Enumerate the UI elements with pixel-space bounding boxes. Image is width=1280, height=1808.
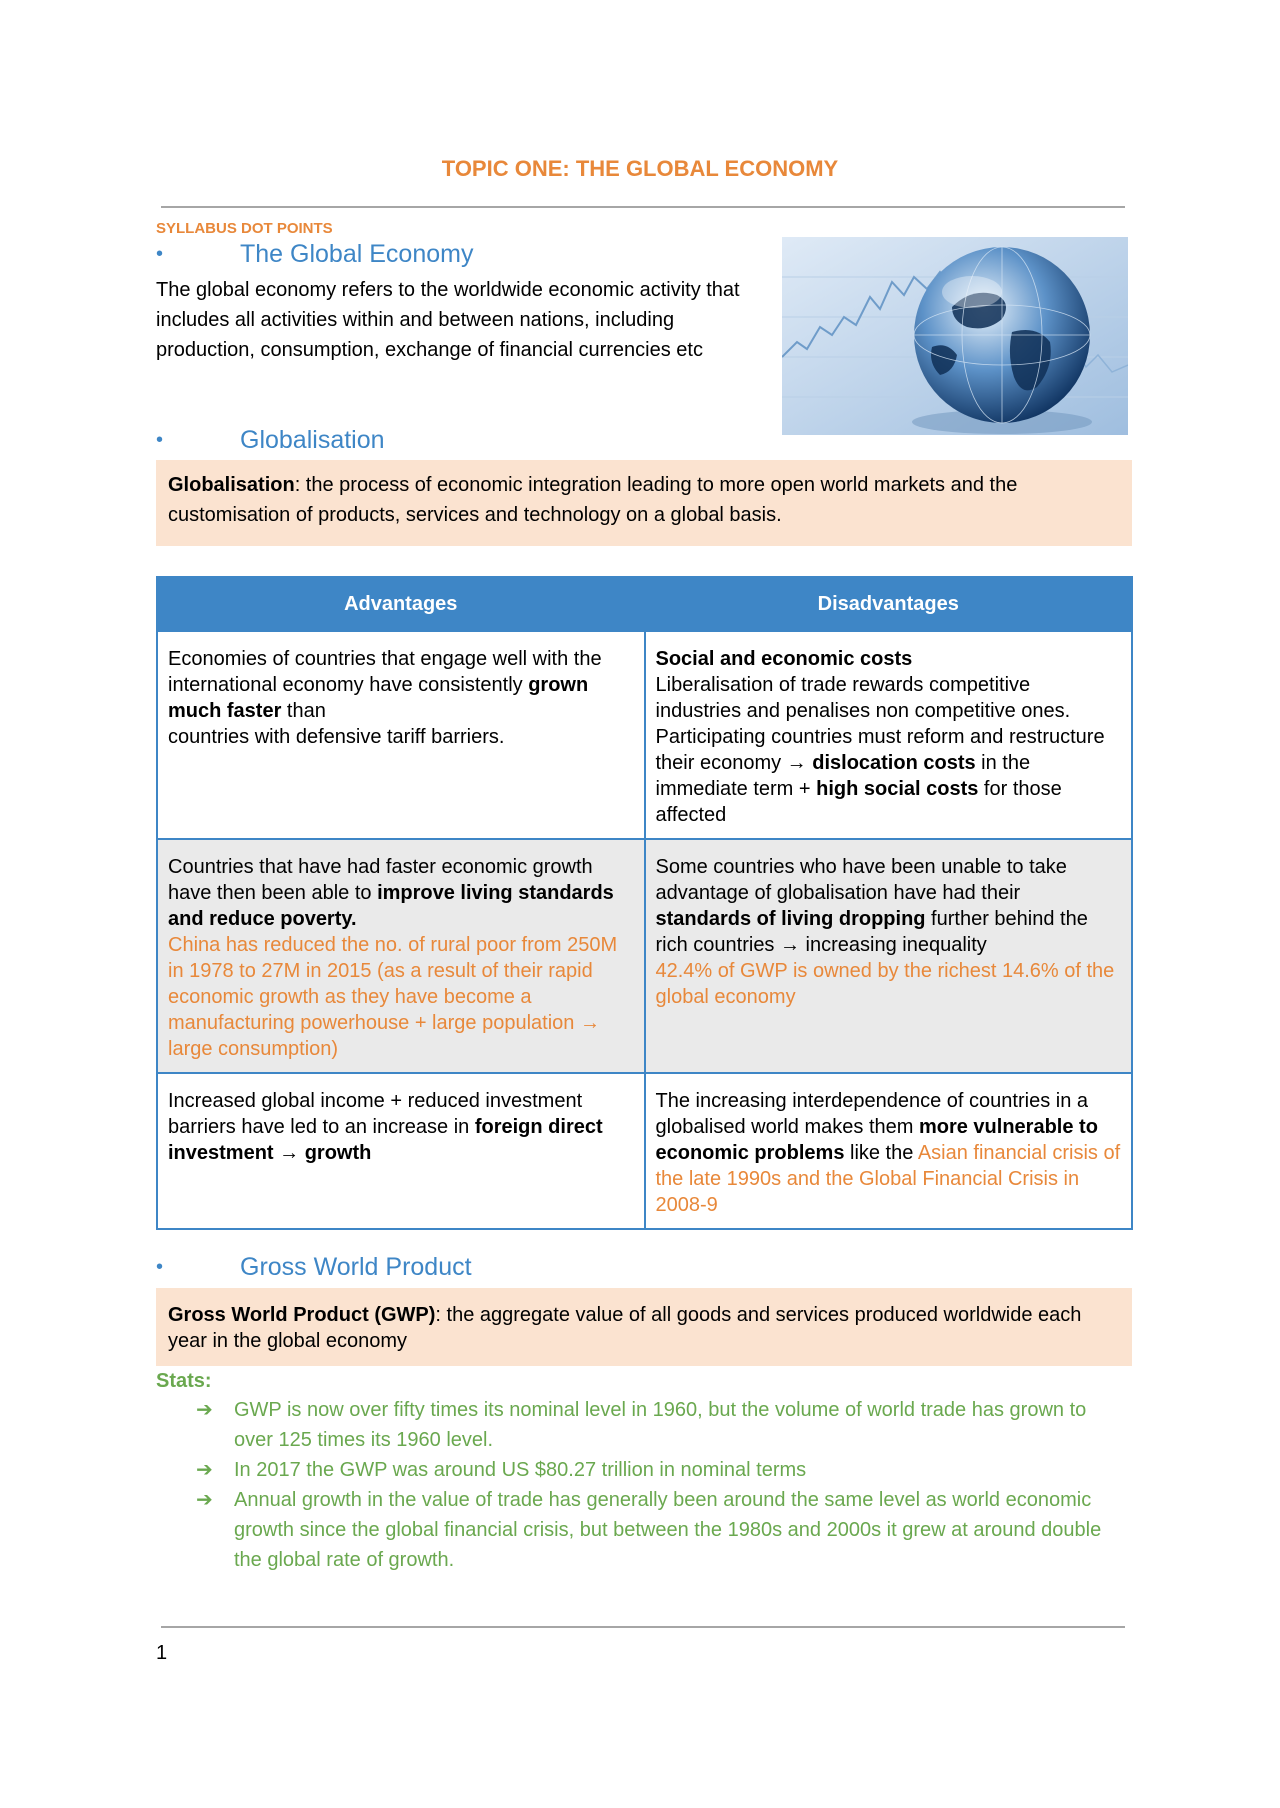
arrow-icon: ➔ — [196, 1489, 213, 1511]
cell-text: further behind the rich countries → increasing inequality — [655, 908, 1088, 956]
cell-bold: standards of living dropping — [655, 908, 926, 930]
top-divider — [161, 206, 1125, 208]
list-item — [196, 1395, 1126, 1455]
stat-text: In 2017 the GWP was around US $80.27 trillion in nominal terms — [234, 1459, 807, 1481]
cell-text: Economies of countries that engage well with the international economy have consistently — [168, 648, 602, 696]
header-disadvantages: Disadvantages — [645, 577, 1133, 631]
table-header-row — [157, 577, 1132, 631]
table-row — [157, 839, 1132, 1073]
globe-illustration — [782, 237, 1128, 435]
cell-bold: Social and economic costs — [655, 648, 913, 670]
gwp-definition-box — [156, 1288, 1132, 1366]
disadvantage-cell — [645, 839, 1133, 1073]
cell-text: like the — [844, 1142, 918, 1164]
cell-text: for those affected — [655, 778, 1062, 826]
syllabus-label: SYLLABUS DOT POINTS — [156, 220, 333, 237]
table-row — [157, 1073, 1132, 1229]
cell-text: Some countries who have been unable to take advantage of globalisation have had their — [655, 856, 1067, 904]
heading-globalisation — [156, 426, 385, 455]
global-economy-text: The global economy refers to the worldwide economic activity that includes all activities within and between nations, including production, consumption, exchange of financial currencies etc — [156, 279, 740, 361]
cell-bold: high social costs — [816, 778, 979, 800]
globe-image — [782, 237, 1128, 435]
heading-text: The Global Economy — [240, 240, 474, 268]
disadvantage-cell — [645, 631, 1133, 839]
disadvantage-cell — [645, 1073, 1133, 1229]
cell-bold: foreign direct investment → growth — [168, 1116, 603, 1164]
definition-text: : the process of economic integration leading to more open world markets and the customisation of products, services and technology on a global basis. — [168, 474, 1018, 526]
definition-term: Globalisation — [168, 474, 295, 496]
definition-text: : the aggregate value of all goods and services produced worldwide each year in the global economy — [168, 1304, 1082, 1352]
stat-text: Annual growth in the value of trade has generally been around the same level as world economic growth since the global financial crisis, but between the 1980s and 2000s it grew at around double the global rate of growth. — [234, 1489, 1102, 1571]
bullet: • — [156, 1256, 164, 1278]
cell-bold: dislocation costs — [812, 752, 976, 774]
stats-list — [196, 1395, 1126, 1575]
advantage-cell — [157, 631, 645, 839]
heading-text: Gross World Product — [240, 1253, 472, 1281]
cell-bold: more vulnerable to economic problems — [655, 1116, 1098, 1164]
cell-bold: grown much faster — [168, 674, 589, 722]
cell-text: The increasing interdependence of countries in a globalised world makes them — [655, 1090, 1088, 1138]
list-item — [196, 1485, 1126, 1575]
advantages-disadvantages-table — [156, 576, 1133, 1230]
stat-text: GWP is now over fifty times its nominal level in 1960, but the volume of world trade has grown to over 125 times its 1960 level. — [234, 1399, 1087, 1451]
bullet: • — [156, 243, 164, 265]
cell-text: Liberalisation of trade rewards competitive industries and penalises non competitive ones. Participating countries must reform and restructure their economy → — [655, 674, 1105, 774]
cell-bold: improve living standards and reduce poverty. — [168, 882, 614, 930]
advantage-cell — [157, 839, 645, 1073]
cell-text: Countries that have had faster economic growth have then been able to — [168, 856, 593, 904]
advantage-cell — [157, 1073, 645, 1229]
stats-label: Stats: — [156, 1370, 212, 1392]
heading-text: Globalisation — [240, 426, 385, 454]
globalisation-definition-box — [156, 460, 1132, 546]
bottom-divider — [161, 1626, 1125, 1628]
arrow-icon: ➔ — [196, 1459, 213, 1481]
cell-text: Increased global income + reduced investment barriers have led to an increase in — [168, 1090, 583, 1138]
cell-text: than — [281, 700, 326, 722]
arrow-icon: ➔ — [196, 1399, 213, 1421]
cell-example: Asian financial crisis of the late 1990s and the Global Financial Crisis in 2008-9 — [655, 1142, 1121, 1216]
heading-gross-world-product — [156, 1253, 472, 1282]
cell-text: in the immediate term + — [655, 752, 1031, 800]
table-row — [157, 631, 1132, 839]
cell-text: countries with defensive tariff barriers. — [168, 726, 505, 748]
page-number: 1 — [156, 1642, 168, 1664]
page-title: TOPIC ONE: THE GLOBAL ECONOMY — [441, 156, 839, 181]
bullet: • — [156, 429, 164, 451]
header-advantages: Advantages — [157, 577, 645, 631]
list-item — [196, 1455, 1126, 1485]
heading-global-economy — [156, 240, 473, 269]
cell-example: 42.4% of GWP is owned by the richest 14.6% of the global economy — [655, 960, 1115, 1008]
cell-example: China has reduced the no. of rural poor from 250M in 1978 to 27M in 2015 (as a result of their rapid economic growth as they have become a manufacturing powerhouse + large population → large consumption) — [168, 934, 618, 1060]
definition-term: Gross World Product (GWP) — [168, 1304, 436, 1326]
